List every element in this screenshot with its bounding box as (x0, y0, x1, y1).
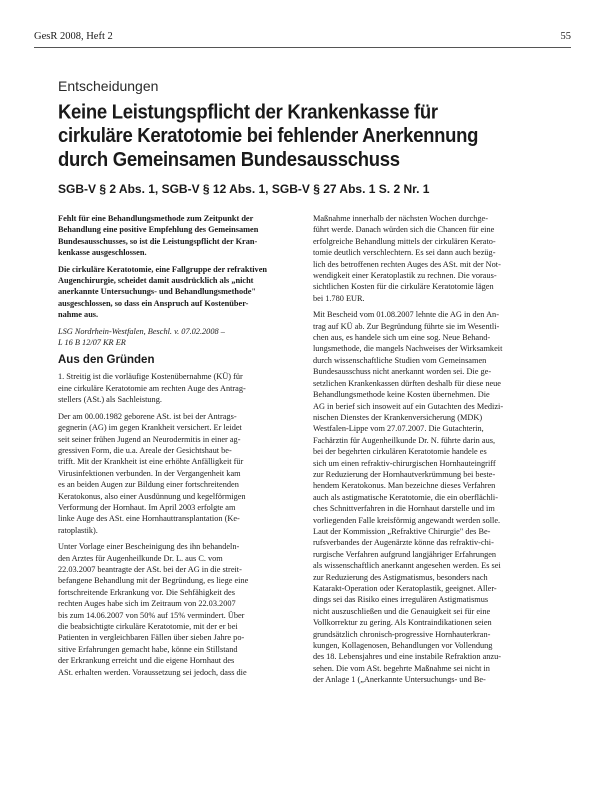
text-line: Vollkorrektur zu gering. Als Kontraindikationen seien (313, 618, 492, 628)
text-line: LSG Nordrhein-Westfalen, Beschl. v. 07.02.2008 – (58, 326, 225, 336)
paragraph (58, 213, 293, 259)
text-line: führt werde. Danach würden sich die Chancen für eine (313, 225, 495, 235)
text-line: kenkasse ausgeschlossen. (58, 248, 147, 258)
text-line: Behandlung eine positive Empfehlung des Gemeinsamen (58, 225, 259, 235)
text-line: L 16 B 12/07 KR ER (58, 338, 126, 348)
text-line: Laut der Kommission „Refraktive Chirurgie" des Be- (313, 526, 491, 536)
text-line: dings sei das Risiko eines irregulären Astigmatismus (313, 595, 489, 605)
text-line: sichtlichen Kosten für die cirkuläre Keratotomie lägen (313, 282, 494, 292)
text-line: als wissenschaftlich anerkannt angesehen werden. Es sei (313, 561, 501, 571)
text-line: durch wissenschaftliche Studien vom Gemeinsamen (313, 355, 487, 365)
text-line: ausgeschlossen, so dass ein Anspruch auf Kostenüber- (58, 298, 249, 308)
text-line: Behandlungsmethode keine Kosten übernehmen. Die (313, 390, 490, 400)
right-column (313, 213, 548, 691)
text-line: Bundesausschusses, so ist die Leistungspflicht der Kran- (58, 236, 258, 246)
text-line: rurgische Verfahren aufgrund langjähriger Erfahrungen (313, 549, 497, 559)
text-line: des 18. Lebensjahres und eine instabile Refraktion anzu- (313, 652, 502, 662)
paragraph (58, 411, 293, 536)
text-line: nischen Dienstes der Krankenversicherung (MDK) (313, 412, 483, 422)
text-line: AG in berief sich insoweit auf ein Gutachten des Medizi- (313, 401, 504, 411)
text-line: chen aus, es handele sich um eine sog. Neue Behand- (313, 333, 491, 343)
text-line: eine cirkuläre Keratotomie am rechten Auge des Antrag- (58, 383, 246, 393)
text-line: Fehlt für eine Behandlungsmethode zum Zeitpunkt der (58, 214, 254, 223)
text-line: 1. Streitig ist die vorläufige Kostenübernahme (KÜ) für (58, 372, 243, 382)
text-line: Westfalen-Lippe vom 27.07.2007. Die Gutachterin, (313, 424, 484, 434)
text-line: bis zum 14.06.2007 von 50% auf 15% vermindert. Über (58, 610, 245, 620)
section-label: Entscheidungen (58, 78, 159, 94)
paragraph (58, 264, 293, 321)
title-line: durch Gemeinsamen Bundesausschuss (58, 147, 400, 171)
header-divider (34, 47, 571, 48)
text-line: es an beiden Augen zur Bildung einer fortschreitenden (58, 480, 239, 490)
text-line: hendem Keratokonus. Man bezeichne dieses Verfahren (313, 481, 496, 491)
text-line: Der am 00.00.1982 geborene ASt. ist bei der Antrags- (58, 411, 237, 421)
text-line: zur Reduzierung der Hornhautverkrümmung bei beste- (313, 469, 496, 479)
text-line: wendigkeit einer Keratoplastik zu rechnen. Die voraus- (313, 271, 497, 281)
paragraph (58, 371, 293, 405)
text-line: trag auf KÜ ab. Zur Begründung führte sie im Wesentli- (313, 321, 500, 331)
text-line: kungen, Kollagenosen, Behandlungen vor Vollendung (313, 641, 493, 651)
page-number: 55 (560, 31, 571, 42)
text-line: grundsätzlich chronisch-progressive Hornhauterkran- (313, 629, 491, 639)
text-line: Mit Bescheid vom 01.08.2007 lehnte die AG in den An- (313, 310, 499, 320)
paragraph (58, 326, 293, 349)
text-line: bei 1.780 EUR. (313, 293, 365, 303)
title-line: Keine Leistungspflicht der Krankenkasse für (58, 100, 438, 123)
text-line: lich des betroffenen rechten Auges des ASt. mit der Not- (313, 259, 501, 269)
text-line: gegnerin (AG) im gegen Krankheit versichert. Er leidet (58, 423, 242, 433)
text-line: nahme aus. (58, 310, 99, 320)
text-line: auch als astigmatische Keratotomie, die ein oberflächli- (313, 492, 498, 502)
text-line: lungsmethode, die mangels Nachweises der Wirksamkeit (313, 344, 503, 354)
text-line: befangene Behandlung mit der Begründung, es liege eine (58, 576, 249, 586)
article-title (58, 100, 578, 171)
text-line: der Anlage 1 („Anerkannte Untersuchungs- und Be- (313, 675, 486, 685)
text-line: nicht auszuschließen und die Genauigkeit sei für eine (313, 606, 491, 616)
text-line: zur Reduzierung des Astigmatismus, besonders nach (313, 572, 488, 582)
text-line: Keratokonus, also einer Ausdünnung und kegelförmigen (58, 491, 246, 501)
text-line: sehen. Die vom ASt. begehrte Maßnahme sei nicht in (313, 663, 490, 673)
text-line: sitive Erfahrungen gemacht habe, könne ein Stillstand (58, 644, 238, 654)
text-line: gressiven Form, die u.a. Areale der Gesichtshaut be- (58, 445, 232, 455)
paragraph (58, 541, 293, 678)
text-line: Virusinfektionen verbunden. In der Vergangenheit kam (58, 468, 241, 478)
text-line: Verformung der Hornhaut. Im April 2003 erfolgte am (58, 502, 236, 512)
text-line: sich um einen refraktiv-chirurgischen Hornhauteingriff (313, 458, 496, 468)
text-line: Fachärztin für Augenheilkunde Dr. N. führte darin aus, (313, 435, 496, 445)
section-heading: Aus den Gründen (58, 354, 155, 367)
text-line: Augenchirurgie, scheidet damit ausdrücklich als „nicht (58, 276, 254, 286)
title-line: cirkuläre Keratotomie bei fehlender Anerkennung (58, 123, 479, 147)
left-column (58, 213, 293, 683)
text-line: anerkannte Untersuchungs- und Behandlungsmethode" (58, 287, 257, 297)
text-line: bei der begehrten cirkulären Keratotomie handele es (313, 447, 487, 457)
paragraph (313, 309, 548, 685)
text-line: tomie deutlich verschlechtern. Es sei dann auch bezüg- (313, 248, 496, 258)
text-line: Unter Vorlage einer Bescheinigung des ihn behandeln- (58, 542, 240, 552)
text-line: trifft. Mit der Krankheit ist eine erhöhte Anfälligkeit für (58, 457, 244, 467)
text-line: stellers (ASt.) als Sachleistung. (58, 395, 162, 405)
text-line: rufsverbandes der Augenärzte könne das refraktiv-chi- (313, 538, 494, 548)
text-line: fortschreitende Erkrankung vor. Die Sehfähigkeit des (58, 587, 235, 597)
text-line: Katarakt-Operation oder Keratoplastik, geeignet. Aller- (313, 584, 497, 593)
text-line: erfolgreiche Behandlung mittels der cirkulären Kerato- (313, 236, 496, 246)
text-line: die beabsichtigte cirkuläre Keratotomie, mit der er bei (58, 622, 238, 631)
text-line: Die cirkuläre Keratotomie, eine Fallgruppe der refraktiven (58, 264, 267, 274)
text-line: vorliegenden Falle kreisförmig angewandt werden solle. (313, 515, 501, 525)
text-line: Patienten in vergleichbaren Fällen über sieben Jahre po- (58, 633, 245, 643)
text-line: Maßnahme innerhalb der nächsten Wochen durchge- (313, 214, 488, 223)
paragraph (313, 213, 548, 304)
text-line: 22.03.2007 beantragte der ASt. bei der AG in die streit- (58, 564, 242, 574)
text-line: setzlichen Krankenkassen dürften deshalb für diese neue (313, 378, 501, 388)
text-line: der Erkrankung erreicht und die eigene Hornhaut des (58, 656, 235, 666)
text-line: seit seiner frühen Jugend an Neurodermitis in einer ag- (58, 434, 241, 444)
legal-basis: SGB-V § 2 Abs. 1, SGB-V § 12 Abs. 1, SGB-V § 27 Abs. 1 S. 2 Nr. 1 (58, 182, 430, 196)
text-line: linke Auge des ASt. eine Hornhauttransplantation (Ke- (58, 514, 240, 524)
text-line: Bundesausschuss nicht anerkannt worden sei. Die ge- (313, 367, 492, 377)
text-line: ches Schnittverfahren in die Hornhaut darstelle und im (313, 504, 495, 514)
text-line: rechten Auges habe sich im Zeitraum von 22.03.2007 (58, 599, 236, 609)
text-line: ASt. erhalten werden. Voraussetzung sei jedoch, dass die (58, 667, 247, 677)
text-line: den Arztes für Augenheilkunde Dr. L. aus C. vom (58, 553, 223, 563)
text-line: ratoplastik). (58, 525, 98, 535)
journal-header: GesR 2008, Heft 2 (34, 31, 113, 42)
